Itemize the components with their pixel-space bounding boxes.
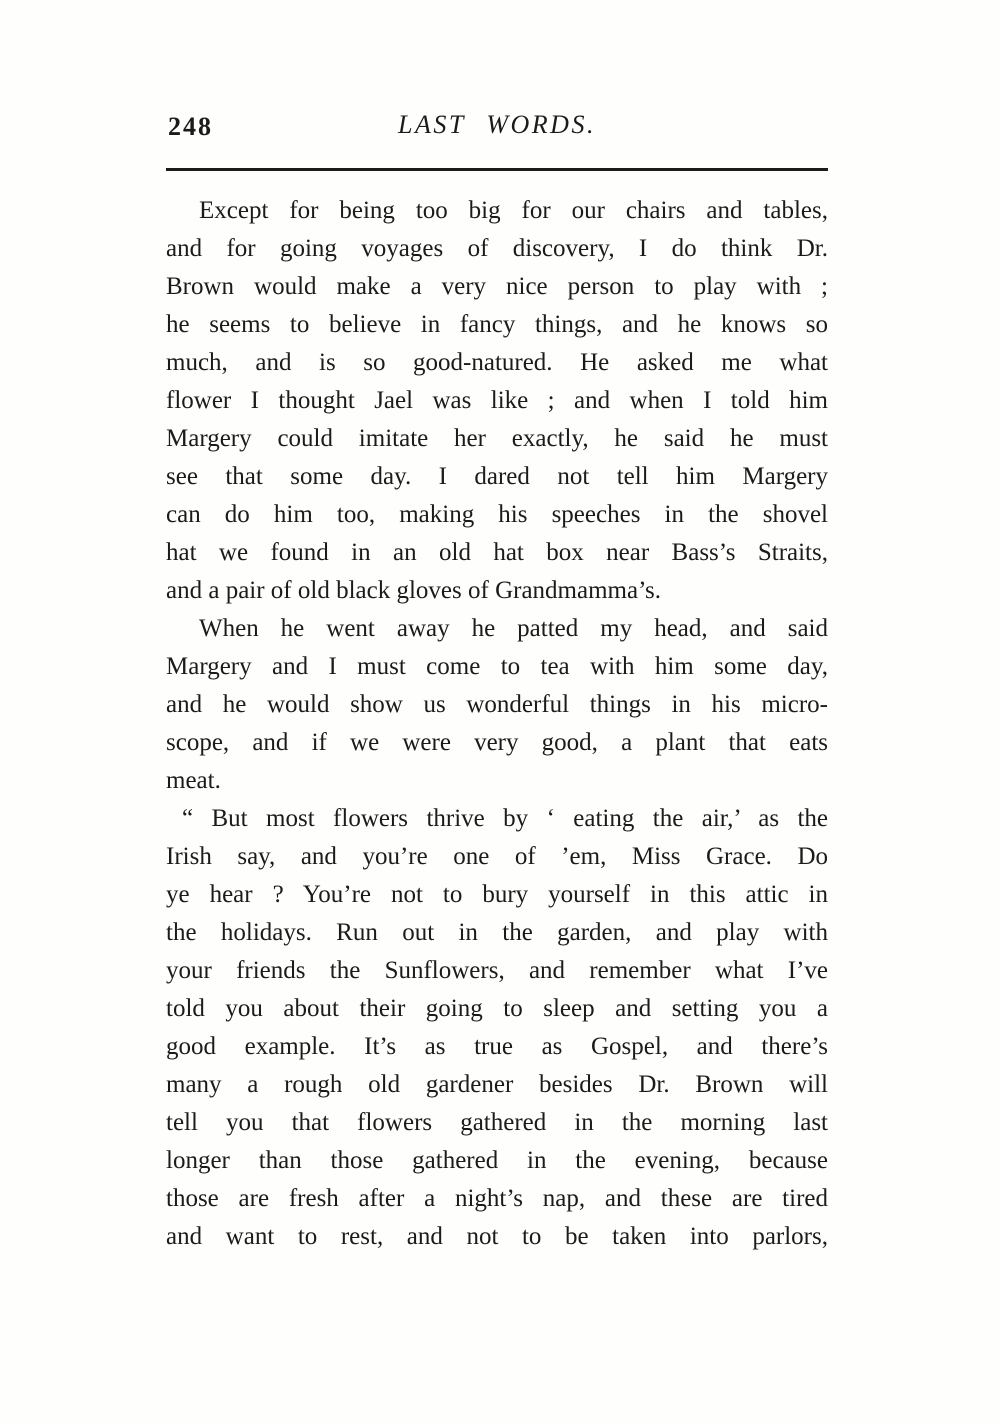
text-line: When he went away he patted my head, and said	[199, 615, 828, 642]
text-line: Irish say, and you’re one of ’em, Miss Grace. Do	[166, 843, 828, 870]
page-body	[166, 192, 828, 1256]
text-line: and for going voyages of discovery, I do think Dr.	[166, 235, 828, 262]
text-line: many a rough old gardener besides Dr. Brown will	[166, 1071, 828, 1098]
text-line: good example. It’s as true as Gospel, and there’s	[166, 1033, 828, 1060]
text-line: “ But most flowers thrive by ‘ eating the air,’ as the	[182, 805, 828, 832]
text-line: Except for being too big for our chairs and tables,	[199, 197, 828, 224]
text-line: ye hear ? You’re not to bury yourself in this attic in	[166, 881, 828, 908]
text-line: Brown would make a very nice person to play with ;	[166, 273, 828, 300]
text-line: Margery and I must come to tea with him some day,	[166, 653, 828, 680]
text-line: longer than those gathered in the evening, because	[166, 1147, 828, 1174]
text-line: told you about their going to sleep and setting you a	[166, 995, 828, 1022]
text-line: Margery could imitate her exactly, he said he must	[166, 425, 828, 452]
text-line: and he would show us wonderful things in his micro-	[166, 691, 828, 718]
paragraph	[166, 610, 828, 800]
text-line: tell you that flowers gathered in the morning last	[166, 1109, 828, 1136]
paragraph	[166, 800, 828, 1256]
text-line: scope, and if we were very good, a plant that eats	[166, 729, 828, 756]
text-line: much, and is so good-natured. He asked me what	[166, 349, 828, 376]
text-line: meat.	[166, 767, 221, 794]
page-number: 248	[168, 112, 213, 141]
text-line: those are fresh after a night’s nap, and these are tired	[166, 1185, 828, 1212]
running-title: LAST WORDS.	[398, 110, 596, 139]
text-line: your friends the Sunflowers, and remember what I’ve	[166, 957, 828, 984]
text-line: and a pair of old black gloves of Grandmamma’s.	[166, 577, 661, 604]
text-line: can do him too, making his speeches in the shovel	[166, 501, 828, 528]
paragraph	[166, 192, 828, 610]
text-line: he seems to believe in fancy things, and he knows so	[166, 311, 828, 338]
text-line: and want to rest, and not to be taken into parlors,	[166, 1223, 828, 1250]
text-line: see that some day. I dared not tell him Margery	[166, 463, 828, 490]
header-rule	[166, 168, 828, 171]
text-line: flower I thought Jael was like ; and when I told him	[166, 387, 828, 414]
page-header	[166, 110, 828, 144]
text-line: the holidays. Run out in the garden, and play with	[166, 919, 828, 946]
text-line: hat we found in an old hat box near Bass’s Straits,	[166, 539, 828, 566]
